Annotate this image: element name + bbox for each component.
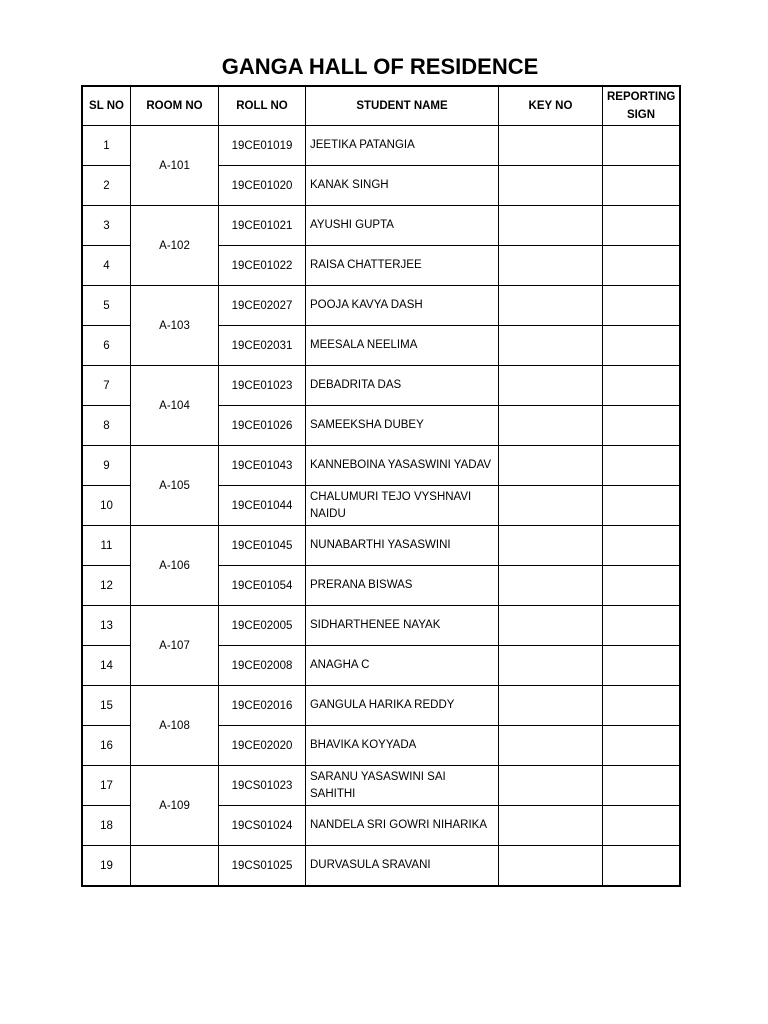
sl-no-cell: 16: [83, 726, 131, 766]
table-row: [83, 846, 680, 886]
header-reporting-sign-line1: REPORTING: [607, 91, 676, 103]
room-no-cell: A-107: [131, 606, 219, 686]
student-name-cell: AYUSHI GUPTA: [306, 206, 499, 246]
table-body: [83, 126, 680, 886]
sl-no-cell: 14: [83, 646, 131, 686]
student-name-cell: BHAVIKA KOYYADA: [306, 726, 499, 766]
key-no-cell[interactable]: [499, 286, 603, 326]
student-name-cell: CHALUMURI TEJO VYSHNAVI NAIDU: [306, 486, 499, 526]
room-no-cell: [131, 846, 219, 886]
key-no-cell[interactable]: [499, 486, 603, 526]
header-student-name: STUDENT NAME: [306, 87, 499, 126]
reporting-sign-cell[interactable]: [603, 206, 680, 246]
table-row: [83, 126, 680, 166]
reporting-sign-cell[interactable]: [603, 366, 680, 406]
roll-no-cell: 19CE01026: [219, 406, 306, 446]
key-no-cell[interactable]: [499, 526, 603, 566]
reporting-sign-cell[interactable]: [603, 446, 680, 486]
roll-no-cell: 19CE01021: [219, 206, 306, 246]
roll-no-cell: 19CE01044: [219, 486, 306, 526]
table-header-row: [83, 87, 680, 126]
student-name-cell: NUNABARTHI YASASWINI: [306, 526, 499, 566]
table-row: [83, 606, 680, 646]
roll-no-cell: 19CE01022: [219, 246, 306, 286]
sl-no-cell: 7: [83, 366, 131, 406]
room-no-cell: A-101: [131, 126, 219, 206]
sl-no-cell: 13: [83, 606, 131, 646]
key-no-cell[interactable]: [499, 366, 603, 406]
reporting-sign-cell[interactable]: [603, 286, 680, 326]
student-name-cell: SARANU YASASWINI SAI SAHITHI: [306, 766, 499, 806]
sl-no-cell: 5: [83, 286, 131, 326]
sl-no-cell: 12: [83, 566, 131, 606]
student-name-cell: NANDELA SRI GOWRI NIHARIKA: [306, 806, 499, 846]
student-name-cell: POOJA KAVYA DASH: [306, 286, 499, 326]
key-no-cell[interactable]: [499, 566, 603, 606]
reporting-sign-cell[interactable]: [603, 766, 680, 806]
student-name-cell: MEESALA NEELIMA: [306, 326, 499, 366]
table-row: [83, 286, 680, 326]
sl-no-cell: 18: [83, 806, 131, 846]
reporting-sign-cell[interactable]: [603, 246, 680, 286]
reporting-sign-cell[interactable]: [603, 686, 680, 726]
key-no-cell[interactable]: [499, 406, 603, 446]
roll-no-cell: 19CS01023: [219, 766, 306, 806]
reporting-sign-cell[interactable]: [603, 126, 680, 166]
reporting-sign-cell[interactable]: [603, 486, 680, 526]
reporting-sign-cell[interactable]: [603, 726, 680, 766]
key-no-cell[interactable]: [499, 206, 603, 246]
roll-no-cell: 19CE01019: [219, 126, 306, 166]
roll-no-cell: 19CE02016: [219, 686, 306, 726]
sl-no-cell: 2: [83, 166, 131, 206]
roll-no-cell: 19CE02031: [219, 326, 306, 366]
student-name-cell: GANGULA HARIKA REDDY: [306, 686, 499, 726]
student-name-cell: DURVASULA SRAVANI: [306, 846, 499, 886]
key-no-cell[interactable]: [499, 766, 603, 806]
key-no-cell[interactable]: [499, 446, 603, 486]
reporting-sign-cell[interactable]: [603, 846, 680, 886]
table-row: [83, 766, 680, 806]
student-name-cell: KANAK SINGH: [306, 166, 499, 206]
sl-no-cell: 9: [83, 446, 131, 486]
student-name-cell: PRERANA BISWAS: [306, 566, 499, 606]
sl-no-cell: 11: [83, 526, 131, 566]
roll-no-cell: 19CE02027: [219, 286, 306, 326]
roll-no-cell: 19CE01043: [219, 446, 306, 486]
roll-no-cell: 19CS01024: [219, 806, 306, 846]
sl-no-cell: 4: [83, 246, 131, 286]
key-no-cell[interactable]: [499, 166, 603, 206]
room-no-cell: A-105: [131, 446, 219, 526]
header-room-no: ROOM NO: [131, 87, 219, 126]
table-row: [83, 446, 680, 486]
header-sl-no: SL NO: [83, 87, 131, 126]
roll-no-cell: 19CE01020: [219, 166, 306, 206]
room-no-cell: A-102: [131, 206, 219, 286]
room-no-cell: A-103: [131, 286, 219, 366]
student-name-cell: SIDHARTHENEE NAYAK: [306, 606, 499, 646]
reporting-sign-cell[interactable]: [603, 326, 680, 366]
page-title: GANGA HALL OF RESIDENCE: [221, 54, 539, 79]
student-name-cell: RAISA CHATTERJEE: [306, 246, 499, 286]
reporting-sign-cell[interactable]: [603, 566, 680, 606]
sl-no-cell: 8: [83, 406, 131, 446]
student-name-cell: JEETIKA PATANGIA: [306, 126, 499, 166]
header-roll-no: ROLL NO: [219, 87, 306, 126]
roll-no-cell: 19CE01045: [219, 526, 306, 566]
key-no-cell[interactable]: [499, 846, 603, 886]
roll-no-cell: 19CE02008: [219, 646, 306, 686]
table-row: [83, 366, 680, 406]
sl-no-cell: 3: [83, 206, 131, 246]
room-no-cell: A-104: [131, 366, 219, 446]
student-name-cell: ANAGHA C: [306, 646, 499, 686]
roll-no-cell: 19CE02020: [219, 726, 306, 766]
key-no-cell[interactable]: [499, 326, 603, 366]
header-key-no: KEY NO: [499, 87, 603, 126]
room-no-cell: A-106: [131, 526, 219, 606]
room-no-cell: A-108: [131, 686, 219, 766]
roll-no-cell: 19CE01054: [219, 566, 306, 606]
room-no-cell: A-109: [131, 766, 219, 846]
reporting-sign-cell[interactable]: [603, 646, 680, 686]
roll-no-cell: 19CE02005: [219, 606, 306, 646]
reporting-sign-cell[interactable]: [603, 606, 680, 646]
sl-no-cell: 10: [83, 486, 131, 526]
table-row: [83, 206, 680, 246]
key-no-cell[interactable]: [499, 686, 603, 726]
key-no-cell[interactable]: [499, 726, 603, 766]
reporting-sign-cell[interactable]: [603, 806, 680, 846]
residence-roster-table: [82, 86, 680, 886]
roll-no-cell: 19CE01023: [219, 366, 306, 406]
sl-no-cell: 15: [83, 686, 131, 726]
roll-no-cell: 19CS01025: [219, 846, 306, 886]
sl-no-cell: 19: [83, 846, 131, 886]
reporting-sign-cell[interactable]: [603, 166, 680, 206]
student-name-cell: SAMEEKSHA DUBEY: [306, 406, 499, 446]
table-row: [83, 686, 680, 726]
key-no-cell[interactable]: [499, 126, 603, 166]
key-no-cell[interactable]: [499, 606, 603, 646]
key-no-cell[interactable]: [499, 646, 603, 686]
key-no-cell[interactable]: [499, 246, 603, 286]
table-row: [83, 526, 680, 566]
sl-no-cell: 17: [83, 766, 131, 806]
key-no-cell[interactable]: [499, 806, 603, 846]
header-reporting-sign-line2: SIGN: [626, 109, 656, 121]
student-name-cell: DEBADRITA DAS: [306, 366, 499, 406]
reporting-sign-cell[interactable]: [603, 526, 680, 566]
sl-no-cell: 6: [83, 326, 131, 366]
student-name-cell: KANNEBOINA YASASWINI YADAV: [306, 446, 499, 486]
header-reporting-sign: [603, 87, 680, 126]
sl-no-cell: 1: [83, 126, 131, 166]
reporting-sign-cell[interactable]: [603, 406, 680, 446]
